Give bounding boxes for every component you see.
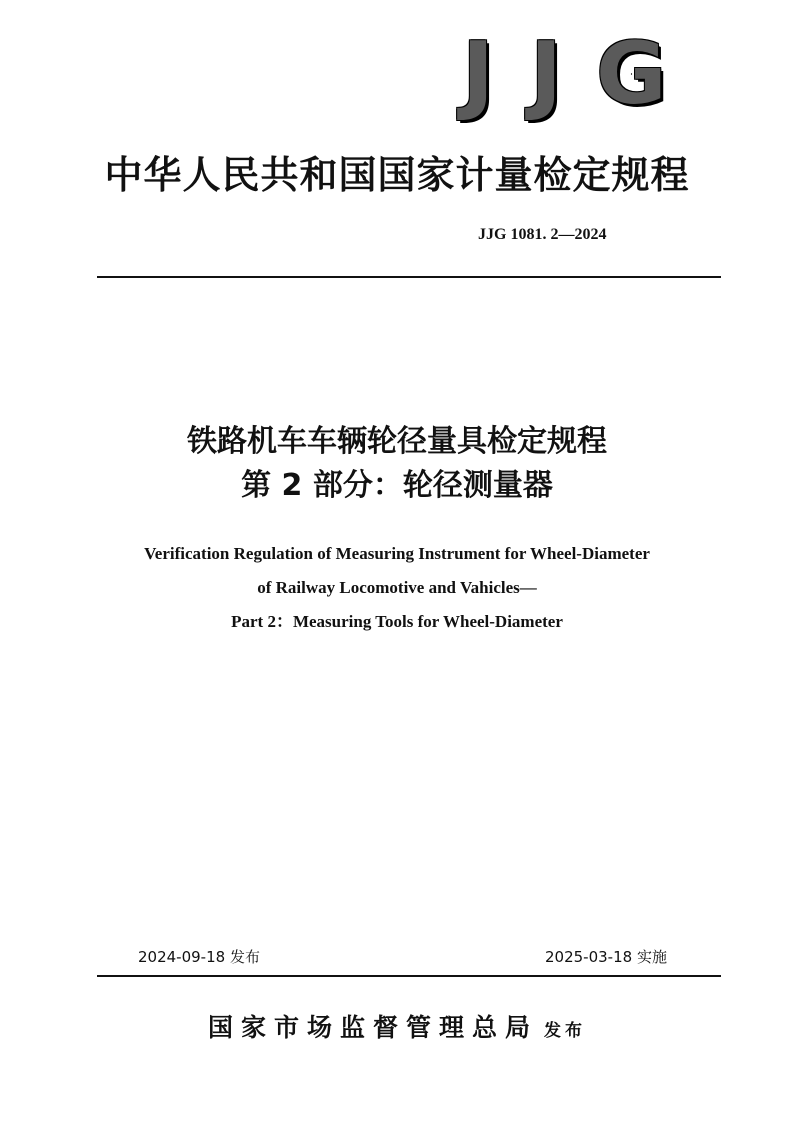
english-title-line-2: of Railway Locomotive and Vahicles—	[257, 578, 537, 597]
implementation-date: 2025-03-18 实施	[545, 948, 667, 966]
publisher-suffix: 发布	[544, 1021, 586, 1041]
publisher	[0, 1008, 794, 1044]
bottom-divider	[97, 975, 721, 977]
chinese-title-line-1: 铁路机车车辆轮径量具检定规程	[187, 424, 607, 459]
standard-code: JJG 1081. 2—2024	[478, 226, 607, 243]
regulation-series-title: 中华人民共和国国家计量检定规程	[104, 153, 690, 197]
english-title-line-3: Part 2：Measuring Tools for Wheel-Diameter	[231, 612, 563, 631]
english-title-line-1: Verification Regulation of Measuring Instrument for Wheel-Diameter	[144, 544, 650, 563]
top-divider	[97, 276, 721, 278]
publisher-name: 国家市场监督管理总局	[207, 1013, 538, 1042]
logo-letter-g: G	[596, 24, 667, 124]
jjg-logo	[462, 24, 680, 124]
logo-letter-j2: J	[530, 24, 562, 124]
issue-date: 2024-09-18 发布	[138, 948, 260, 966]
logo-letter-j1: J	[462, 24, 494, 124]
chinese-title-line-2: 第 2 部分：轮径测量器	[241, 468, 553, 503]
